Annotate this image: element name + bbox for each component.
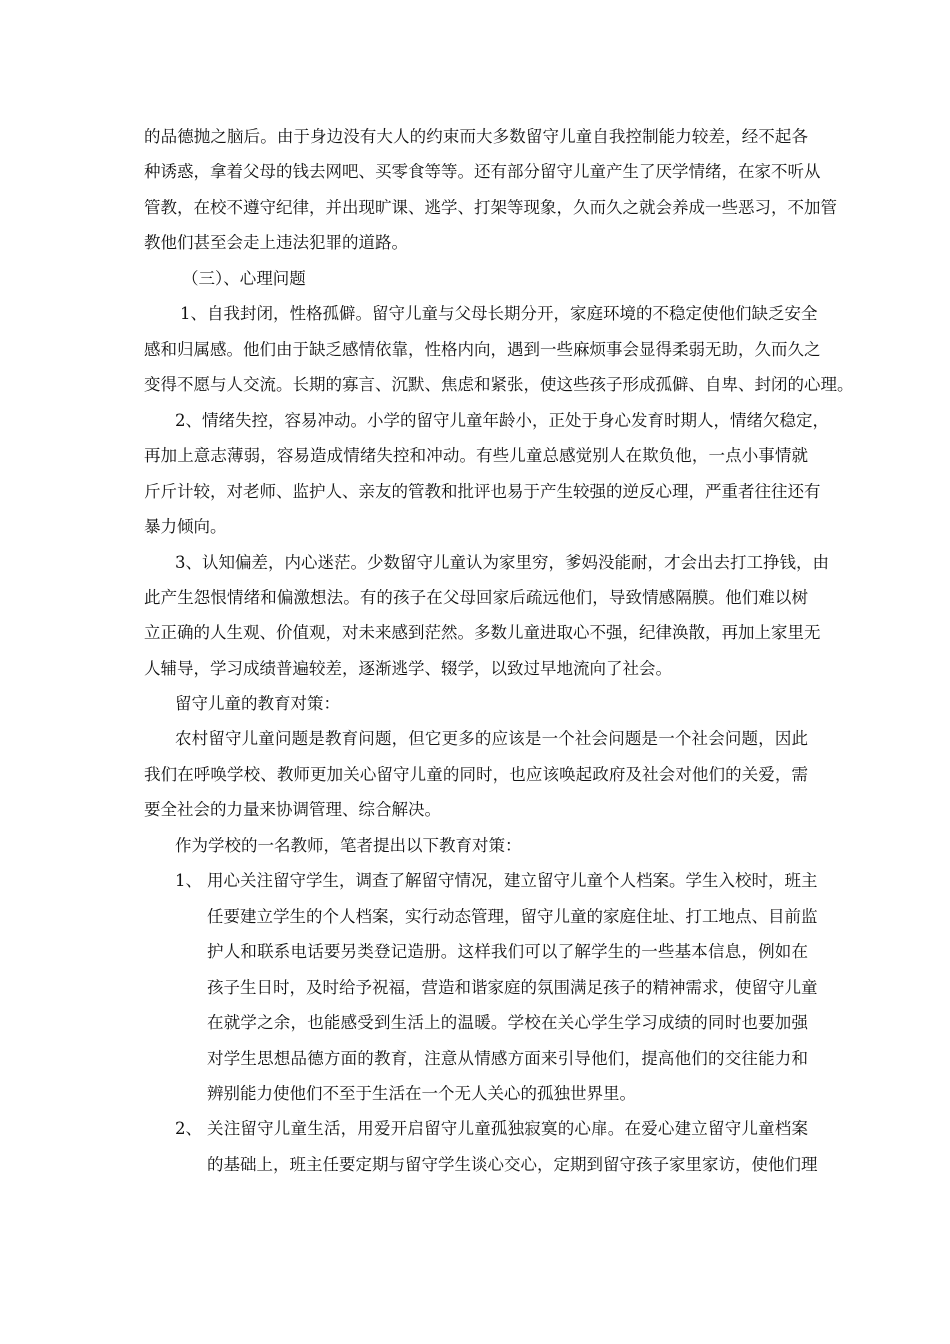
- list-intro: 作为学校的一名教师，笔者提出以下教育对策：: [175, 836, 522, 855]
- body-text-line: 要全社会的力量来协调管理、综合解决。: [144, 800, 441, 819]
- body-text-line: 我们在呼唤学校、教师更加关心留守儿童的同时，也应该唤起政府及社会对他们的关爱，需: [144, 765, 808, 784]
- list-item-line: 任要建立学生的个人档案，实行动态管理，留守儿童的家庭住址、打工地点、目前监: [207, 907, 818, 926]
- strategy-heading: 留守儿童的教育对策：: [175, 694, 340, 713]
- list-item-line: 用心关注留守学生，调查了解留守情况，建立留守儿童个人档案。学生入校时，班主: [207, 871, 818, 890]
- list-item-line: 辨别能力使他们不至于生活在一个无人关心的孤独世界里。: [207, 1084, 636, 1103]
- body-text-line: 管教，在校不遵守纪律，并出现旷课、逃学、打架等现象，久而久之就会养成一些恶习，不加管: [144, 198, 837, 217]
- body-text-line: 的品德抛之脑后。由于身边没有大人的约束而大多数留守儿童自我控制能力较差，经不起各: [144, 127, 808, 146]
- body-text-line: 教他们甚至会走上违法犯罪的道路。: [144, 233, 408, 252]
- body-text-line: 3、认知偏差，内心迷茫。少数留守儿童认为家里穷，爹妈没能耐，才会出去打工挣钱，由: [175, 553, 829, 572]
- body-text-line: 感和归属感。他们由于缺乏感情依靠，性格内向，遇到一些麻烦事会显得柔弱无助，久而久之: [144, 340, 821, 359]
- list-item-line: 关注留守儿童生活，用爱开启留守儿童孤独寂寞的心扉。在爱心建立留守儿童档案: [207, 1119, 808, 1138]
- body-text-line: 1、自我封闭，性格孤僻。留守儿童与父母长期分开，家庭环境的不稳定使他们缺乏安全: [180, 304, 818, 323]
- list-item-line: 孩子生日时，及时给予祝福，营造和谐家庭的氛围满足孩子的精神需求，使留守儿童: [207, 978, 818, 997]
- body-text-line: 斤斤计较，对老师、监护人、亲友的管教和批评也易于产生较强的逆反心理，严重者往往还有: [144, 482, 821, 501]
- body-text-line: 变得不愿与人交流。长期的寡言、沉默、焦虑和紧张，使这些孩子形成孤僻、自卑、封闭的心理。: [144, 375, 854, 394]
- body-text-line: 再加上意志薄弱，容易造成情绪失控和冲动。有些儿童总感觉别人在欺负他，一点小事情就: [144, 446, 808, 465]
- body-text-line: 此产生怨恨情绪和偏激想法。有的孩子在父母回家后疏远他们，导致情感隔膜。他们难以树: [144, 588, 808, 607]
- body-text-line: 暴力倾向。: [144, 517, 227, 536]
- body-text-line: 种诱惑，拿着父母的钱去网吧、买零食等等。还有部分留守儿童产生了厌学情绪，在家不听从: [144, 162, 821, 181]
- section-heading: （三）、心理问题: [182, 269, 306, 288]
- body-text-line: 农村留守儿童问题是教育问题，但它更多的应该是一个社会问题是一个社会问题，因此: [175, 729, 808, 748]
- list-item-line: 护人和联系电话要另类登记造册。这样我们可以了解学生的一些基本信息，例如在: [207, 942, 808, 961]
- body-text-line: 人辅导，学习成绩普遍较差，逐渐逃学、辍学，以致过早地流向了社会。: [144, 659, 672, 678]
- body-text-line: 2、情绪失控，容易冲动。小学的留守儿童年龄小，正处于身心发育时期人，情绪欠稳定，: [175, 411, 829, 430]
- list-item-line: 在就学之余，也能感受到生活上的温暖。学校在关心学生学习成绩的同时也要加强: [207, 1013, 808, 1032]
- body-text-line: 立正确的人生观、价值观，对未来感到茫然。多数儿童进取心不强，纪律涣散，再加上家里无: [144, 623, 821, 642]
- list-item-line: 对学生思想品德方面的教育，注意从情感方面来引导他们，提高他们的交往能力和: [207, 1049, 808, 1068]
- list-number: 2、: [175, 1119, 202, 1138]
- list-number: 1、: [175, 871, 202, 890]
- list-item-line: 的基础上，班主任要定期与留守学生谈心交心，定期到留守孩子家里家访，使他们理: [207, 1155, 818, 1174]
